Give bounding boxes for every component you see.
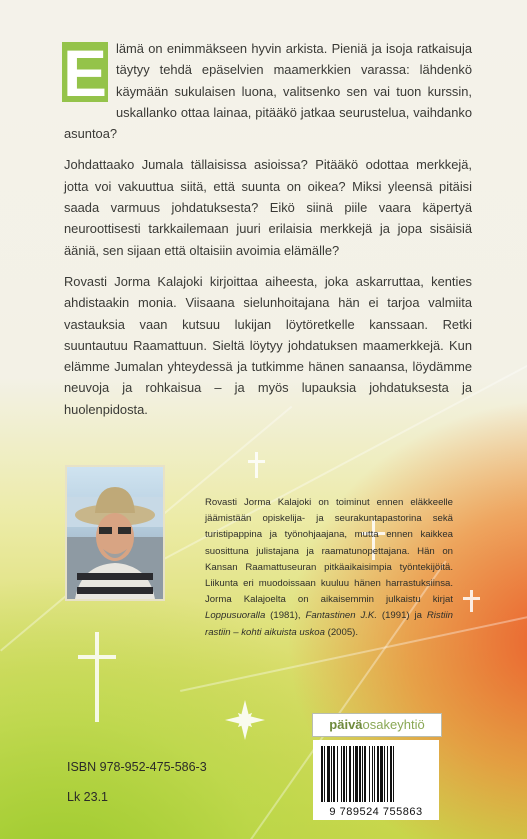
blurb-paragraph-3: Rovasti Jorma Kalajoki kirjoittaa aiheesta, joka askarruttaa, kenties ahdistaakin monia. Viisaana sielunhoitajana hän ei tarjoa valmiita vastauksia vaan kutsuu lukijan löytöretkelle kanssaan. Retki suuntautuu Raamattuun. Sieltä löytyy johdatuksen maamerkkejä. Kun elämme Jumalan yhteydessä ja tutkimme hänen sanaansa, löydämme neuvoja ja rohkaisua – ja myös lupauksia johdatuksesta ja huolenpidosta. xyxy=(64,273,472,417)
book-title: Ristiin rastiin – kohti aikuista uskoa xyxy=(205,610,453,638)
isbn: ISBN 978-952-475-586-3 xyxy=(67,760,207,774)
barcode-number: 9 789524 755863 xyxy=(329,806,423,818)
barcode xyxy=(313,740,439,820)
barcode-bars xyxy=(313,740,439,804)
publisher-logo: päiväosakeyhtiö xyxy=(312,713,442,737)
blurb-paragraph-1: E lämä on enimmäkseen hyvin arkista. Pieniä ja isoja ratkaisuja täytyy tehdä epäselvien maamerkkien varassa: lähdenkö käymään sukulaisen luona, valitsenko sen vai tuon kurssin, uskallanko ottaa lainaa, pitääkö jatkaa seurustelua, vaihdanko asuntoa? xyxy=(62,36,472,142)
blurb-text xyxy=(64,38,472,420)
cross-icon xyxy=(95,632,99,722)
blurb-paragraph-2: Johdattaako Jumala tällaisissa asioissa? Pitääkö odottaa merkkejä, jotta voi vakuuttua siitä, että suunta on oikea? Miksi yleensä pitäisi saada varmuus johdatuksesta? Eikö siinä piile vaara käpertyä neuroottisesti tarkkailemaan juuri erilaisia merkkejä ja jopa sisäisiä ääniä, sen sijaan että oltaisiin avoimia elämälle? xyxy=(64,157,472,258)
book-title: Loppusuoralla xyxy=(205,610,266,622)
library-class: Lk 23.1 xyxy=(67,790,109,804)
cross-icon xyxy=(78,655,116,659)
sparkle-icon xyxy=(225,700,265,740)
book-title: Fantastinen J.K. xyxy=(305,610,377,622)
dropcap-letter: E xyxy=(62,36,108,110)
author-bio: Rovasti Jorma Kalajoki on toiminut ennen eläkkeelle jäämistään opiskelija- ja seurakuntapastorina sekä turistipappina ja työnohjaajana, mutta ennen kaikkea suosittuna julistajana ja raamatunopettajana. Hän on Kansan Raamattuseuran pitkäaikaisimpia työntekijöitä. Liikunta eri muodoissaan kuuluu hänen harrastuksiinsa. Jorma Kalajoelta on aikaisemmin julkaistu kirjat Loppusuoralla (1981), Fantastinen J.K. (1991) ja Ristiin rastiin – kohti aikuista uskoa (2005). xyxy=(205,497,453,638)
author-photo xyxy=(65,465,165,601)
